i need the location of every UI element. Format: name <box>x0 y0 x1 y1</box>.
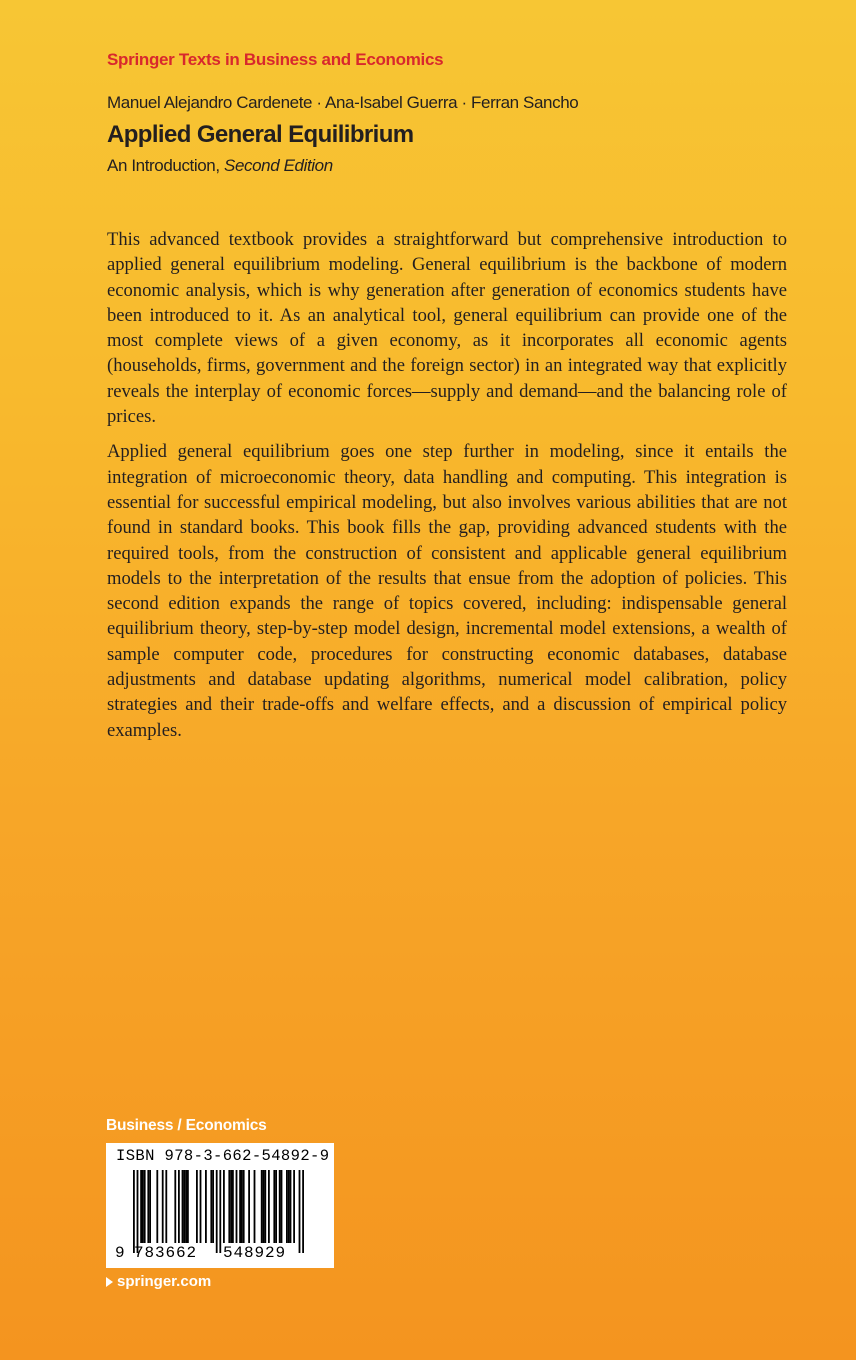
barcode-bar <box>243 1170 245 1243</box>
barcode-bar <box>254 1170 256 1243</box>
barcode-bar <box>147 1170 149 1243</box>
barcode-bar <box>236 1170 238 1243</box>
website-link[interactable] <box>106 1273 211 1290</box>
barcode-bar <box>299 1170 301 1253</box>
barcode-bar <box>275 1170 277 1243</box>
barcode-bar <box>273 1170 275 1243</box>
barcode-bar <box>182 1170 184 1243</box>
barcode-bar <box>210 1170 212 1243</box>
ean-first-digit: 9 <box>115 1244 126 1262</box>
barcode-bar <box>223 1170 225 1243</box>
barcode-bar <box>261 1170 263 1243</box>
book-title: Applied General Equilibrium <box>107 121 414 148</box>
barcode-bar <box>279 1170 281 1243</box>
barcode-bar <box>248 1170 250 1243</box>
barcode-bar <box>205 1170 207 1243</box>
blurb <box>107 227 787 753</box>
website-text: springer.com <box>117 1273 212 1290</box>
barcode-bar <box>264 1170 266 1243</box>
barcode-bar <box>165 1170 167 1243</box>
barcode-bar <box>293 1170 295 1243</box>
barcode-bar <box>212 1170 214 1243</box>
barcode-bar <box>268 1170 270 1243</box>
blurb-paragraph-2: Applied general equilibrium goes one step further in modeling, since it entails the integration of microeconomic theory, data handling and computing. This integration is essential for successful empirical modeling, but also involves various abilities that are not found in standard books. This book fills the gap, providing advanced students with the required tools, from the construction of consistent and applicable general equilibrium models to the interpretation of the results that ensue from the adoption of policies. This second edition expands the range of topics covered, including: indispensable general equilibrium theory, step-by-step model design, incremental model extensions, a wealth of sample computer code, procedures for constructing economic databases, database adjustments and database updating algorithms, numerical model calibration, policy strategies and their trade-offs and welfare effects, and a discussion of empirical policy examples. <box>107 441 787 741</box>
blurb-paragraph-1: This advanced textbook provides a straightforward but comprehensive introduction to applied general equilibrium modeling. General equilibrium is the backbone of modern economic analysis, which is why generation after generation of economics students have been introduced to it. As an analytical tool, general equilibrium can provide one of the most complete views of a given economy, as it incorporates all economic agents (households, firms, government and the foreign sector) in an integrated way that explicitly reveals the interplay of economic forces—supply and demand—and the balancing role of prices. <box>107 229 787 428</box>
barcode-bar <box>142 1170 144 1243</box>
barcode-bar <box>228 1170 230 1243</box>
barcode-bar <box>232 1170 234 1243</box>
arrow-right-icon <box>106 1277 113 1287</box>
barcode-bar <box>200 1170 202 1243</box>
barcode-bar <box>196 1170 198 1243</box>
barcode-bar <box>288 1170 290 1243</box>
barcode-bar <box>183 1170 185 1243</box>
authors: Manuel Alejandro Cardenete · Ana-Isabel Guerra · Ferran Sancho <box>107 93 579 112</box>
barcode-bar <box>178 1170 180 1243</box>
barcode-box <box>106 1143 334 1268</box>
barcode-bar <box>144 1170 146 1243</box>
barcode-bar <box>133 1170 135 1253</box>
barcode-bar <box>290 1170 292 1243</box>
barcode-bar <box>156 1170 158 1243</box>
barcode-bar <box>286 1170 288 1243</box>
category-label: Business / Economics <box>106 1117 267 1134</box>
barcode-bar <box>216 1170 218 1253</box>
barcode-bar <box>219 1170 221 1253</box>
ean-left-digits: 783662 <box>134 1244 198 1262</box>
barcode-bar <box>185 1170 187 1243</box>
barcode-bar <box>140 1170 142 1243</box>
barcode-bar <box>281 1170 283 1243</box>
barcode-bar <box>302 1170 304 1253</box>
isbn-label: ISBN 978-3-662-54892-9 <box>116 1147 330 1165</box>
barcode-bar <box>241 1170 243 1243</box>
barcode-bar <box>137 1170 139 1253</box>
barcode-bar <box>162 1170 164 1243</box>
barcode-bar <box>187 1170 189 1243</box>
barcode-bar <box>149 1170 151 1243</box>
barcode-bar <box>174 1170 176 1243</box>
series-name: Springer Texts in Business and Economics <box>107 50 444 69</box>
ean-right-digits: 548929 <box>223 1244 287 1262</box>
barcode-bar <box>230 1170 232 1243</box>
subtitle-prefix: An Introduction, <box>107 156 220 175</box>
barcode-bar <box>239 1170 241 1243</box>
subtitle-edition: Second Edition <box>224 156 333 175</box>
barcode-bar <box>263 1170 265 1243</box>
book-subtitle <box>107 156 333 176</box>
